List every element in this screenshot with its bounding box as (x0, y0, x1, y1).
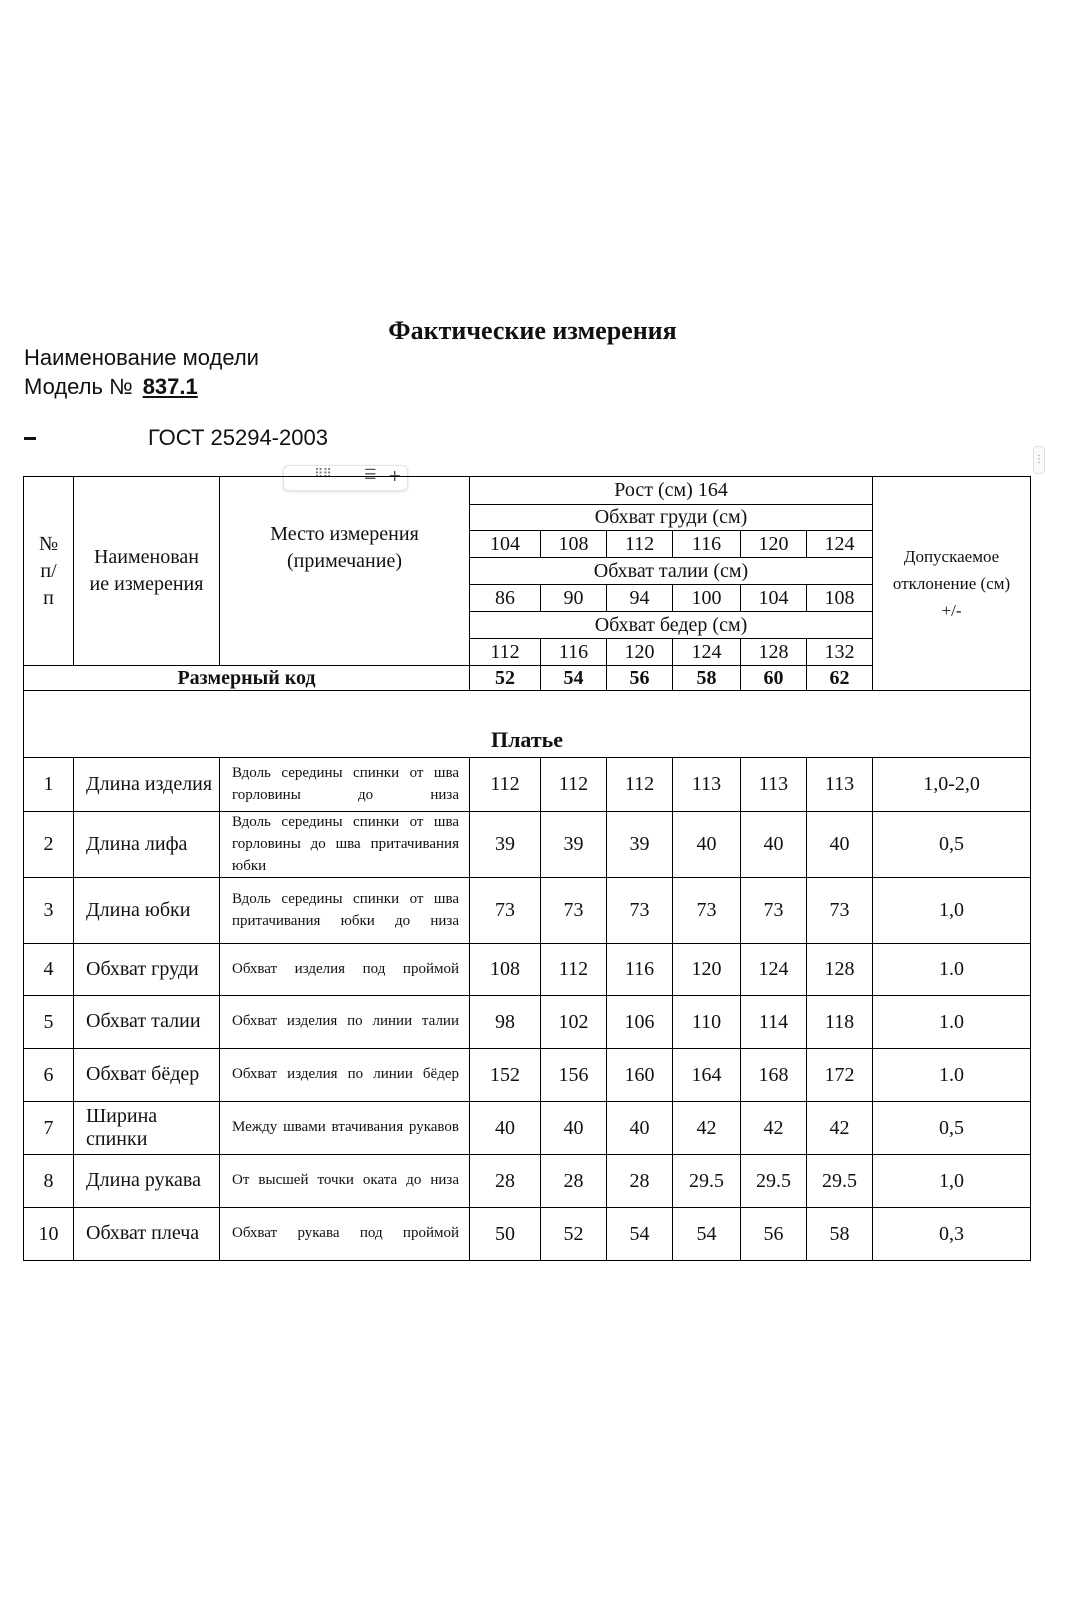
row-value: 50 (470, 1208, 541, 1261)
grudi-value: 116 (673, 531, 741, 558)
beder-value: 120 (607, 639, 673, 666)
measurement-row (24, 1049, 1031, 1102)
row-tolerance: 1,0 (873, 878, 1031, 944)
row-note: Вдоль середины спинки от шва притачивания юбки до низа (220, 878, 470, 944)
grudi-value: 124 (807, 531, 873, 558)
size-code: 52 (470, 666, 541, 691)
measurement-row (24, 1102, 1031, 1155)
row-value: 73 (807, 878, 873, 944)
row-value: 120 (673, 944, 741, 996)
measurement-row (24, 1208, 1031, 1261)
row-value: 112 (541, 758, 607, 812)
row-number: 6 (24, 1049, 74, 1102)
header-tolerance: Допускаемое отклонение (см) +/- (873, 477, 1031, 691)
row-value: 114 (741, 996, 807, 1049)
header-no: № п/ п (24, 477, 74, 666)
row-value: 28 (607, 1155, 673, 1208)
row-note: Обхват изделия под проймой (220, 944, 470, 996)
row-value: 29.5 (741, 1155, 807, 1208)
row-value: 112 (541, 944, 607, 996)
row-tolerance: 0,3 (873, 1208, 1031, 1261)
size-code-label: Размерный код (24, 666, 470, 691)
model-number-value: 837.1 (142, 374, 198, 399)
grudi-value: 104 (470, 531, 541, 558)
model-number-line (24, 374, 198, 400)
row-value: 40 (470, 1102, 541, 1155)
row-value: 73 (607, 878, 673, 944)
size-code: 60 (741, 666, 807, 691)
row-value: 39 (470, 812, 541, 878)
row-name: Длина юбки (74, 878, 220, 944)
row-value: 54 (673, 1208, 741, 1261)
measurement-row (24, 944, 1031, 996)
row-number: 7 (24, 1102, 74, 1155)
row-value: 73 (541, 878, 607, 944)
row-value: 42 (807, 1102, 873, 1155)
row-name: Обхват бёдер (74, 1049, 220, 1102)
row-name: Длина рукава (74, 1155, 220, 1208)
size-code: 62 (807, 666, 873, 691)
row-value: 108 (470, 944, 541, 996)
row-value: 58 (807, 1208, 873, 1261)
row-value: 52 (541, 1208, 607, 1261)
row-tolerance: 1,0-2,0 (873, 758, 1031, 812)
row-note: Обхват рукава под проймой (220, 1208, 470, 1261)
row-value: 42 (741, 1102, 807, 1155)
row-value: 56 (741, 1208, 807, 1261)
row-note: Между швами втачивания рукавов (220, 1102, 470, 1155)
beder-value: 116 (541, 639, 607, 666)
row-value: 102 (541, 996, 607, 1049)
row-tolerance: 1.0 (873, 1049, 1031, 1102)
row-value: 40 (741, 812, 807, 878)
row-value: 128 (807, 944, 873, 996)
row-value: 160 (607, 1049, 673, 1102)
header-beder: Обхват бедер (см) (470, 612, 873, 639)
row-name: Длина лифа (74, 812, 220, 878)
beder-value: 128 (741, 639, 807, 666)
add-icon[interactable]: + (388, 466, 402, 485)
header-rost: Рост (см) 164 (470, 477, 873, 505)
row-value: 118 (807, 996, 873, 1049)
header-place: Место измерения (примечание) (220, 477, 470, 666)
beder-value: 132 (807, 639, 873, 666)
measurement-row (24, 996, 1031, 1049)
measurement-row (24, 812, 1031, 878)
size-code: 58 (673, 666, 741, 691)
row-name: Обхват плеча (74, 1208, 220, 1261)
row-value: 73 (673, 878, 741, 944)
row-value: 40 (673, 812, 741, 878)
row-value: 113 (741, 758, 807, 812)
header-name: Наименован ие измерения (74, 477, 220, 666)
row-value: 39 (541, 812, 607, 878)
beder-value: 124 (673, 639, 741, 666)
row-name: Обхват талии (74, 996, 220, 1049)
row-number: 4 (24, 944, 74, 996)
row-value: 106 (607, 996, 673, 1049)
row-value: 42 (673, 1102, 741, 1155)
row-note: Обхват изделия по линии талии (220, 996, 470, 1049)
talii-value: 90 (541, 585, 607, 612)
row-value: 152 (470, 1049, 541, 1102)
row-value: 164 (673, 1049, 741, 1102)
row-number: 10 (24, 1208, 74, 1261)
row-value: 54 (607, 1208, 673, 1261)
row-value: 39 (607, 812, 673, 878)
row-tolerance: 1.0 (873, 944, 1031, 996)
row-note: Обхват изделия по линии бёдер (220, 1049, 470, 1102)
row-value: 29.5 (807, 1155, 873, 1208)
size-code: 54 (541, 666, 607, 691)
row-number: 5 (24, 996, 74, 1049)
row-name: Обхват груди (74, 944, 220, 996)
talii-value: 100 (673, 585, 741, 612)
column-handle-icon[interactable]: ⋮ (1033, 446, 1045, 474)
row-number: 1 (24, 758, 74, 812)
sort-filter-icon[interactable]: ☰ (364, 467, 377, 483)
row-value: 28 (541, 1155, 607, 1208)
talii-value: 86 (470, 585, 541, 612)
page-title: Фактические измерения (388, 316, 677, 345)
model-number-label: Модель № (24, 374, 133, 399)
row-value: 98 (470, 996, 541, 1049)
row-value: 40 (807, 812, 873, 878)
row-value: 168 (741, 1049, 807, 1102)
row-value: 116 (607, 944, 673, 996)
grudi-value: 108 (541, 531, 607, 558)
header-talii: Обхват талии (см) (470, 558, 873, 585)
row-value: 40 (607, 1102, 673, 1155)
drag-handle-icon[interactable]: ⠿⠿ (314, 467, 332, 482)
row-value: 73 (741, 878, 807, 944)
row-tolerance: 0,5 (873, 812, 1031, 878)
row-value: 156 (541, 1049, 607, 1102)
talii-value: 108 (807, 585, 873, 612)
row-value: 40 (541, 1102, 607, 1155)
row-value: 110 (673, 996, 741, 1049)
row-name: Длина изделия (74, 758, 220, 812)
row-value: 113 (673, 758, 741, 812)
row-value: 112 (470, 758, 541, 812)
row-note: Вдоль середины спинки от шва горловины до низа (220, 758, 470, 812)
row-value: 73 (470, 878, 541, 944)
row-name: Ширина спинки (74, 1102, 220, 1155)
gost-standard: ГОСТ 25294-2003 (148, 425, 328, 450)
beder-value: 112 (470, 639, 541, 666)
row-value: 28 (470, 1155, 541, 1208)
measurements-table (23, 476, 1031, 1261)
measurement-row (24, 758, 1031, 812)
row-note: От высшей точки оката до низа (220, 1155, 470, 1208)
measurement-row (24, 878, 1031, 944)
row-value: 112 (607, 758, 673, 812)
row-tolerance: 1,0 (873, 1155, 1031, 1208)
section-title: Платье (24, 691, 1031, 758)
header-grudi: Обхват груди (см) (470, 505, 873, 531)
grudi-value: 120 (741, 531, 807, 558)
talii-value: 104 (741, 585, 807, 612)
row-tolerance: 1.0 (873, 996, 1031, 1049)
cursor-dash (24, 437, 36, 440)
row-value: 172 (807, 1049, 873, 1102)
row-number: 2 (24, 812, 74, 878)
grudi-value: 112 (607, 531, 673, 558)
row-value: 124 (741, 944, 807, 996)
row-value: 113 (807, 758, 873, 812)
model-name-label: Наименование модели (24, 345, 259, 370)
size-code: 56 (607, 666, 673, 691)
row-tolerance: 0,5 (873, 1102, 1031, 1155)
row-note: Вдоль середины спинки от шва горловины до шва притачивания юбки (220, 812, 470, 878)
measurement-row (24, 1155, 1031, 1208)
row-number: 8 (24, 1155, 74, 1208)
talii-value: 94 (607, 585, 673, 612)
row-number: 3 (24, 878, 74, 944)
row-value: 29.5 (673, 1155, 741, 1208)
